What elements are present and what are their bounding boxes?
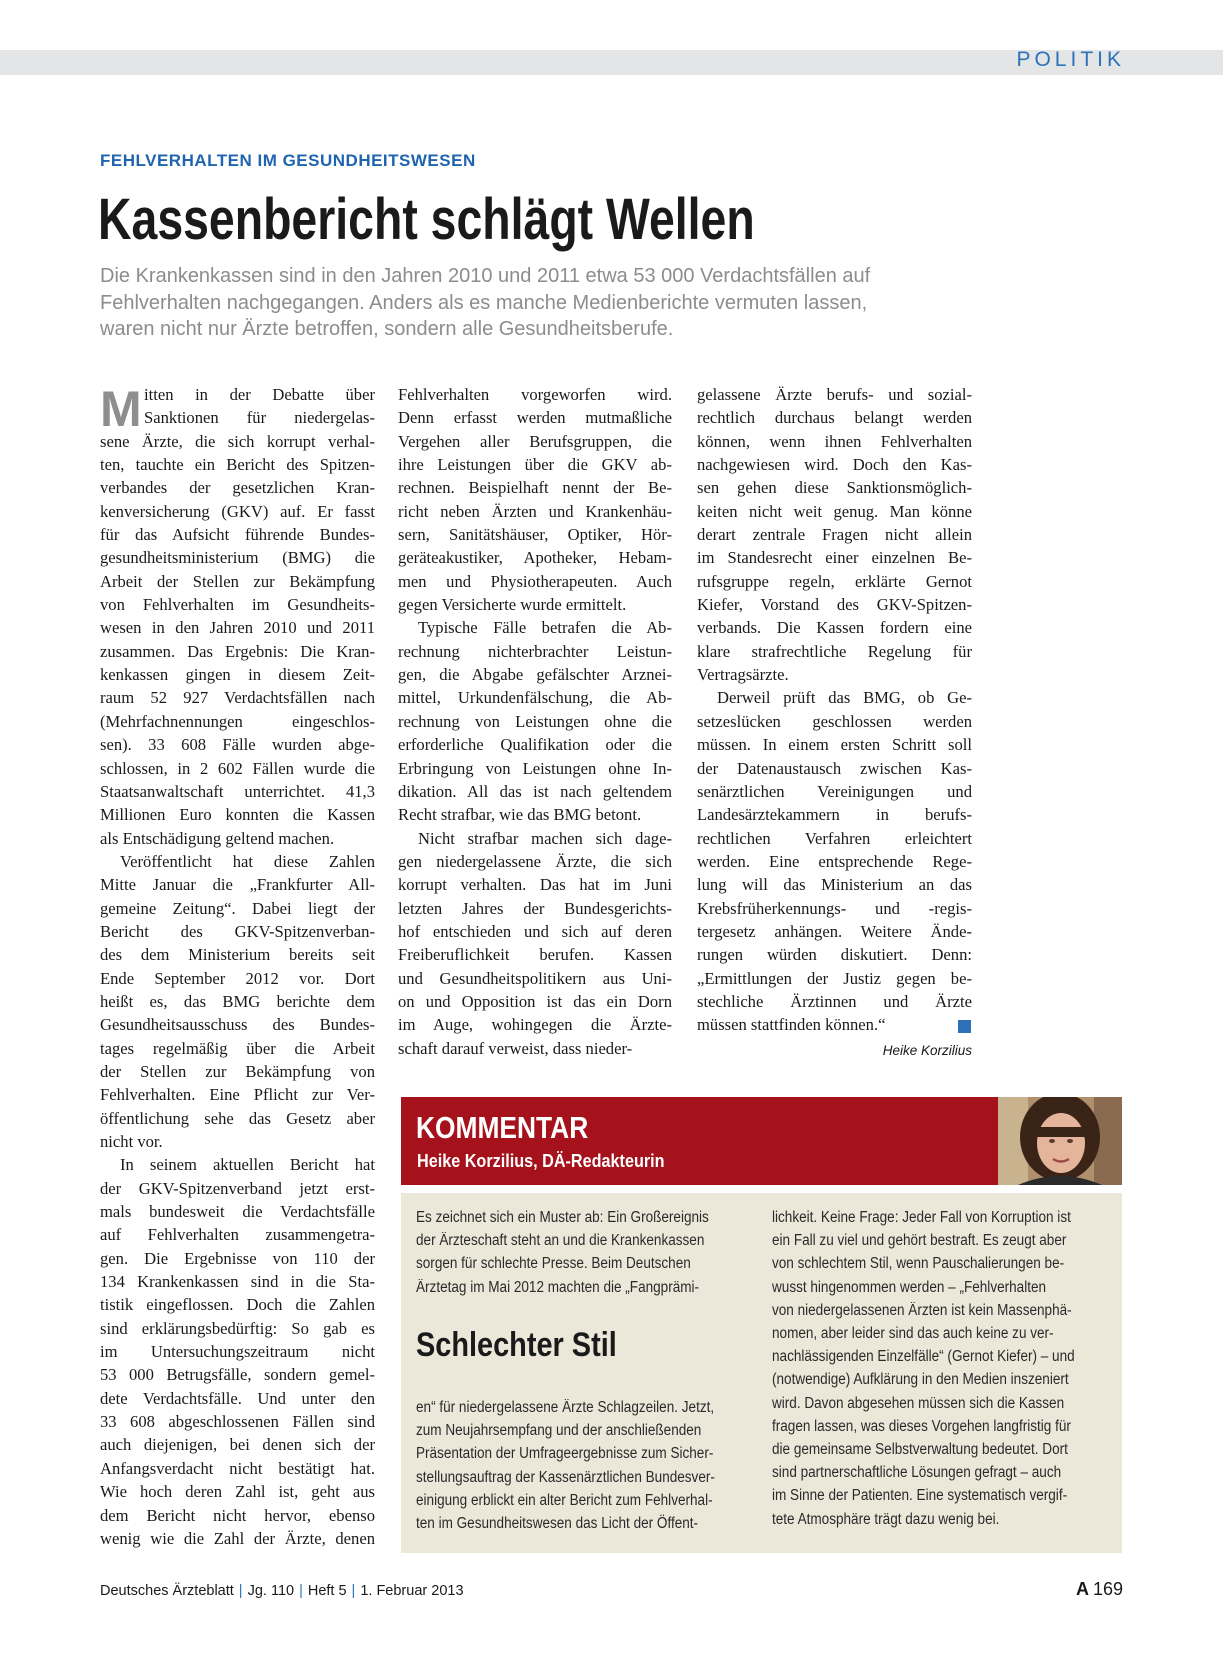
article-line: gesundheitsministerium (BMG) die [100, 548, 375, 568]
article-line: sen gehen diese Sanktionsmöglich- [697, 478, 972, 498]
article-line: der GKV-Spitzenverband jetzt erst- [100, 1178, 375, 1198]
article-line: rechtlichen Verfahren erleichtert [697, 828, 972, 848]
article-line: im Auge, wohingegen die Ärzte- [398, 1015, 672, 1035]
kommentar-line: wusst hingenommen werden – „Fehlverhalten [772, 1278, 1047, 1296]
article-lead [100, 263, 1020, 343]
section-label: POLITIK [1016, 48, 1125, 71]
article-line: sind erklärungsbedürftig: So gab es [100, 1318, 375, 1338]
article-line: verbands. Die Kassen fordern eine [697, 618, 972, 638]
article-line: 134 Krankenkassen sind in die Sta- [100, 1272, 375, 1292]
page-number [1076, 1579, 1123, 1600]
footer-volume: Jg. 110 [247, 1583, 295, 1599]
kommentar-line: Präsentation der Umfrageergebnisse zum Sicher- [416, 1445, 714, 1463]
footer-date: 1. Februar 2013 [360, 1583, 464, 1599]
article-line: gegen Versicherte wurde ermittelt. [398, 595, 627, 615]
article-line: Derweil prüft das BMG, ob Ge- [717, 688, 972, 708]
article-line: stechliche Ärztinnen und Ärzte [697, 991, 972, 1011]
article-line: auch diejenigen, bei denen sich der [100, 1435, 375, 1455]
kommentar-line: ein Fall zu viel und gehört bestraft. Es zeugt aber [772, 1232, 1067, 1250]
article-line: Staatsanwaltschaft unterrichtet. 41,3 [100, 781, 375, 801]
kommentar-line: sorgen für schlechte Presse. Beim Deutschen [416, 1255, 691, 1273]
article-line: als Entschädigung geltend machen. [100, 828, 335, 848]
article-line: derart zentrale Fragen nicht allein [697, 525, 972, 545]
article-line: rechnung von Leistungen ohne die [398, 711, 672, 731]
article-line: tistik eingeflossen. Doch die Zahlen [100, 1295, 375, 1315]
article-column-3 [697, 383, 972, 1037]
article-line: Erbringung von Leistungen ohne In- [398, 758, 672, 778]
kommentar-line: lichkeit. Keine Frage: Jeder Fall von Korruption ist [772, 1209, 1071, 1226]
kommentar-line: Es zeichnet sich ein Muster ab: Ein Großereignis [416, 1209, 709, 1226]
footer-issue: Heft 5 [307, 1583, 347, 1599]
article-line: Vergehen aller Berufsgruppen, die [398, 431, 672, 451]
article-line: im Standesrecht einer einzelnen Be- [697, 548, 972, 568]
article-line: müssen stattfinden können.“ [697, 1015, 886, 1035]
article-line: Denn erfasst werden mutmaßliche [398, 408, 672, 428]
kommentar-column-1-top [416, 1206, 749, 1299]
article-end-mark [958, 1020, 971, 1033]
article-line: im Untersuchungszeitraum nicht [100, 1342, 375, 1362]
article-line: letzten Jahres der Bundesgerichts- [398, 898, 672, 918]
article-line: kenkassen gingen in diesem Zeit- [100, 665, 375, 685]
article-line: Bericht des GKV-Spitzenverban- [100, 921, 375, 941]
article-line: Krebsfrüherkennungs- und -regis- [697, 898, 972, 918]
article-line: Typische Fälle betrafen die Ab- [418, 618, 672, 638]
article-line: richt neben Ärzten und Krankenhäu- [398, 501, 672, 521]
article-line: gen, die Abgabe gefälschter Arznei- [398, 665, 672, 685]
article-line: zusammen. Das Ergebnis: Die Kran- [100, 641, 375, 661]
article-line: dikation. All das ist nach geltendem [398, 781, 672, 801]
kommentar-line: nomen, aber leider sind das auch keine zu ver- [772, 1325, 1054, 1343]
article-line: können, wenn ihnen Fehlverhalten [697, 431, 972, 451]
article-column-2 [398, 383, 672, 1060]
article-line: Veröffentlicht hat diese Zahlen [120, 851, 375, 871]
article-line: und Gesundheitspolitikern aus Uni- [398, 968, 672, 988]
footer-publication: Deutsches Ärzteblatt [100, 1583, 234, 1599]
article-line: gemeine Zeitung“. Dabei liegt der [100, 898, 375, 918]
kommentar-line: stellungsauftrag der Kassenärztlichen Bundesver- [416, 1468, 715, 1486]
article-line: von Fehlverhalten im Gesundheits- [100, 595, 375, 615]
article-line: „Ermittlungen der Justiz gegen be- [697, 968, 972, 988]
article-line: wesen in den Jahren 2010 und 2011 [100, 618, 375, 638]
kommentar-line: tete Atmosphäre trägt dazu wenig bei. [772, 1510, 1000, 1528]
article-line: nachgewiesen wird. Doch den Kas- [697, 455, 972, 475]
footer-separator: | [351, 1583, 356, 1599]
article-headline: Kassenbericht schlägt Wellen [98, 187, 755, 252]
article-line: Mitte Januar die „Frankfurter All- [100, 875, 375, 895]
article-line: rufsgruppe regeln, erklärte Gernot [697, 571, 972, 591]
article-line: ten, tauchte ein Bericht des Spitzen- [100, 455, 375, 475]
article-line: keiten nicht weit genug. Man könne [697, 501, 972, 521]
footer-separator: | [238, 1583, 243, 1599]
kommentar-line: einigung erblickt ein alter Bericht zum Fehlverhal- [416, 1491, 713, 1509]
kommentar-line: im Sinne der Patienten. Eine systematisch vergif- [772, 1487, 1068, 1505]
article-line: raum 52 927 Verdachtsfällen nach [100, 688, 375, 708]
article-line: Millionen Euro konnten die Kassen [100, 805, 375, 825]
drop-cap: M [100, 381, 142, 437]
article-line: Ende September 2012 vor. Dort [100, 968, 375, 988]
kommentar-line: sind partnerschaftliche Lösungen gefragt – auch [772, 1464, 1062, 1482]
kommentar-column-1-bottom [416, 1396, 756, 1535]
article-line: rechnen. Beispielhaft nennt der Be- [398, 478, 672, 498]
article-line: rechnung nichterbrachter Leistun- [398, 641, 672, 661]
article-line: men und Physiotherapeuten. Auch [398, 571, 672, 591]
article-line: Sanktionen für niedergelas- [144, 408, 375, 428]
article-line: der Stellen zur Bekämpfung von [100, 1061, 375, 1081]
kommentar-column-2 [772, 1206, 1116, 1531]
article-line: gen. Die Ergebnisse von 110 der [100, 1248, 375, 1268]
article-line: lung will das Ministerium an das [697, 875, 972, 895]
article-line: werden. Eine entsprechende Rege- [697, 851, 972, 871]
article-line: dete Verdachtsfälle. Und unter den [100, 1388, 375, 1408]
article-line: mittel, Urkundenfälschung, die Ab- [398, 688, 672, 708]
article-line: Gesundheitsausschuss des Bundes- [100, 1015, 375, 1035]
article-author: Heike Korzilius [882, 1043, 972, 1058]
article-line: schaft darauf verweist, dass nieder- [398, 1038, 633, 1058]
article-line: sene Ärzte, die sich korrupt verhal- [100, 431, 375, 451]
kommentar-label: KOMMENTAR [416, 1110, 589, 1145]
article-kicker: FEHLVERHALTEN IM GESUNDHEITSWESEN [100, 151, 476, 170]
article-line: nicht vor. [100, 1132, 163, 1151]
article-line: des dem Ministerium bereits seit [100, 945, 375, 965]
article-line: schlossen, in 2 602 Fällen wurde die [100, 758, 375, 778]
article-line: klare strafrechtliche Regelung für [697, 641, 972, 661]
article-line: Fehlverhalten vorgeworfen wird. [398, 385, 672, 404]
article-line: Fehlverhalten. Eine Pflicht zur Ver- [100, 1085, 375, 1105]
kommentar-line: von niedergelassenen Ärzten ist kein Massenphä- [772, 1301, 1072, 1319]
article-line: müssen. In einem ersten Schritt soll [697, 735, 972, 755]
article-line: Recht strafbar, wie das BMG betont. [398, 805, 642, 825]
kommentar-line: en“ für niedergelassene Ärzte Schlagzeilen. Jetzt, [416, 1399, 715, 1416]
article-line: gen niedergelassene Ärzte, die sich [398, 851, 672, 871]
article-line: Kiefer, Vorstand des GKV-Spitzen- [697, 595, 972, 615]
article-line: rungen würden diskutiert. Denn: [697, 945, 972, 965]
article-line: mals bundesweit die Verdachtsfälle [100, 1202, 375, 1222]
article-line: dem Bericht nicht hervor, ebenso [100, 1505, 375, 1525]
article-line: auf Fehlverhalten zusammengetra- [100, 1225, 375, 1245]
article-line: 33 608 abgeschlossenen Fällen sind [100, 1412, 375, 1432]
author-portrait [998, 1097, 1122, 1185]
kommentar-line: der Ärzteschaft steht an und die Krankenkassen [416, 1232, 705, 1250]
kommentar-line: die gemeinsame Selbstverwaltung bedeutet. Dort [772, 1441, 1068, 1459]
article-line: tages regelmäßig über die Arbeit [100, 1038, 375, 1058]
page-prefix: A [1075, 1579, 1089, 1599]
article-line: korrupt verhalten. Das hat im Juni [398, 875, 672, 895]
article-line: kenversicherung (GKV) auf. Er fasst [100, 501, 375, 521]
article-line: Nicht strafbar machen sich dage- [418, 828, 672, 848]
kommentar-line: nachlässigenden Einzelfälle“ (Gernot Kiefer) – und [772, 1348, 1075, 1366]
article-line: Wie hoch deren Zahl ist, geht aus [100, 1482, 375, 1502]
article-line: Landesärztekammern in berufs- [697, 805, 972, 825]
article-line: Arbeit der Stellen zur Bekämpfung [100, 571, 375, 591]
article-line: Vertragsärzte. [697, 665, 789, 685]
lead-line: Die Krankenkassen sind in den Jahren 2010 und 2011 etwa 53 000 Verdachtsfällen auf [100, 265, 871, 287]
kommentar-heading: Schlechter Stil [416, 1326, 617, 1364]
kommentar-line: wird. Davon abgesehen müssen sich die Kassen [772, 1394, 1065, 1412]
footer-separator: | [299, 1583, 303, 1599]
kommentar-line: von schlechtem Stil, wenn Pauschalierungen be- [772, 1255, 1065, 1273]
lead-line: waren nicht nur Ärzte betroffen, sondern alle Gesundheitsberufe. [100, 318, 674, 340]
article-line: sern, Sanitätshäuser, Optiker, Hör- [398, 525, 672, 545]
article-line: itten in der Debatte über [144, 385, 375, 404]
article-line: geräteakustiker, Apotheker, Hebam- [398, 548, 672, 568]
kommentar-byline: Heike Korzilius, DÄ-Redakteurin [417, 1151, 665, 1171]
article-line: erforderliche Qualifikation oder die [398, 735, 672, 755]
article-line: (Mehrfachnennungen eingeschlos- [100, 711, 375, 731]
lead-line: Fehlverhalten nachgegangen. Anders als es manche Medienberichte vermuten lassen, [100, 291, 868, 314]
kommentar-line: (notwendige) Aufklärung in den Medien inszeniert [772, 1371, 1069, 1389]
article-line: wenig wie die Zahl der Ärzte, denen [100, 1528, 375, 1548]
article-column-1 [100, 383, 375, 1550]
article-line: 53 000 Betrugsfälle, sondern gemel- [100, 1365, 375, 1385]
kommentar-line: fragen lassen, was dieses Vorgehen langfristig für [772, 1417, 1071, 1435]
article-line: Freiberuflichkeit berufen. Kassen [398, 945, 672, 965]
article-line: In seinem aktuellen Bericht hat [120, 1155, 375, 1175]
article-line: tergesetz anhängen. Weitere Ände- [697, 921, 972, 941]
article-line: setzeslücken geschlossen werden [697, 711, 972, 731]
article-line: sen). 33 608 Fälle wurden abge- [100, 735, 375, 755]
article-line: Anfangsverdacht nicht bestätigt hat. [100, 1458, 375, 1478]
article-line: heißt es, das BMG berichte dem [100, 991, 375, 1011]
article-line: verbandes der gesetzlichen Kran- [100, 478, 375, 498]
kommentar-line: zum Neujahrsempfang und der anschließenden [416, 1422, 702, 1440]
article-line: gelassene Ärzte berufs- und sozial- [697, 385, 972, 404]
article-line: rechtlich durchaus belangt werden [697, 408, 972, 428]
article-line: ihre Leistungen über die GKV ab- [398, 455, 672, 475]
article-line: der Datenaustausch zwischen Kas- [697, 758, 972, 778]
page-number-value: 169 [1092, 1579, 1123, 1599]
footer-citation [100, 1583, 464, 1599]
article-line: senärztlichen Vereinigungen und [697, 781, 972, 801]
article-line: für das Aufsicht führende Bundes- [100, 525, 375, 545]
article-line: hof entschieden und sich auf deren [398, 921, 672, 941]
article-line: on und Opposition ist das ein Dorn [398, 991, 672, 1011]
kommentar-line: ten im Gesundheitswesen das Licht der Öffent- [416, 1515, 699, 1533]
article-line: öffentlichung sehe das Gesetz aber [100, 1108, 375, 1128]
kommentar-line: Ärztetag im Mai 2012 machten die „Fangprämi- [416, 1278, 700, 1296]
